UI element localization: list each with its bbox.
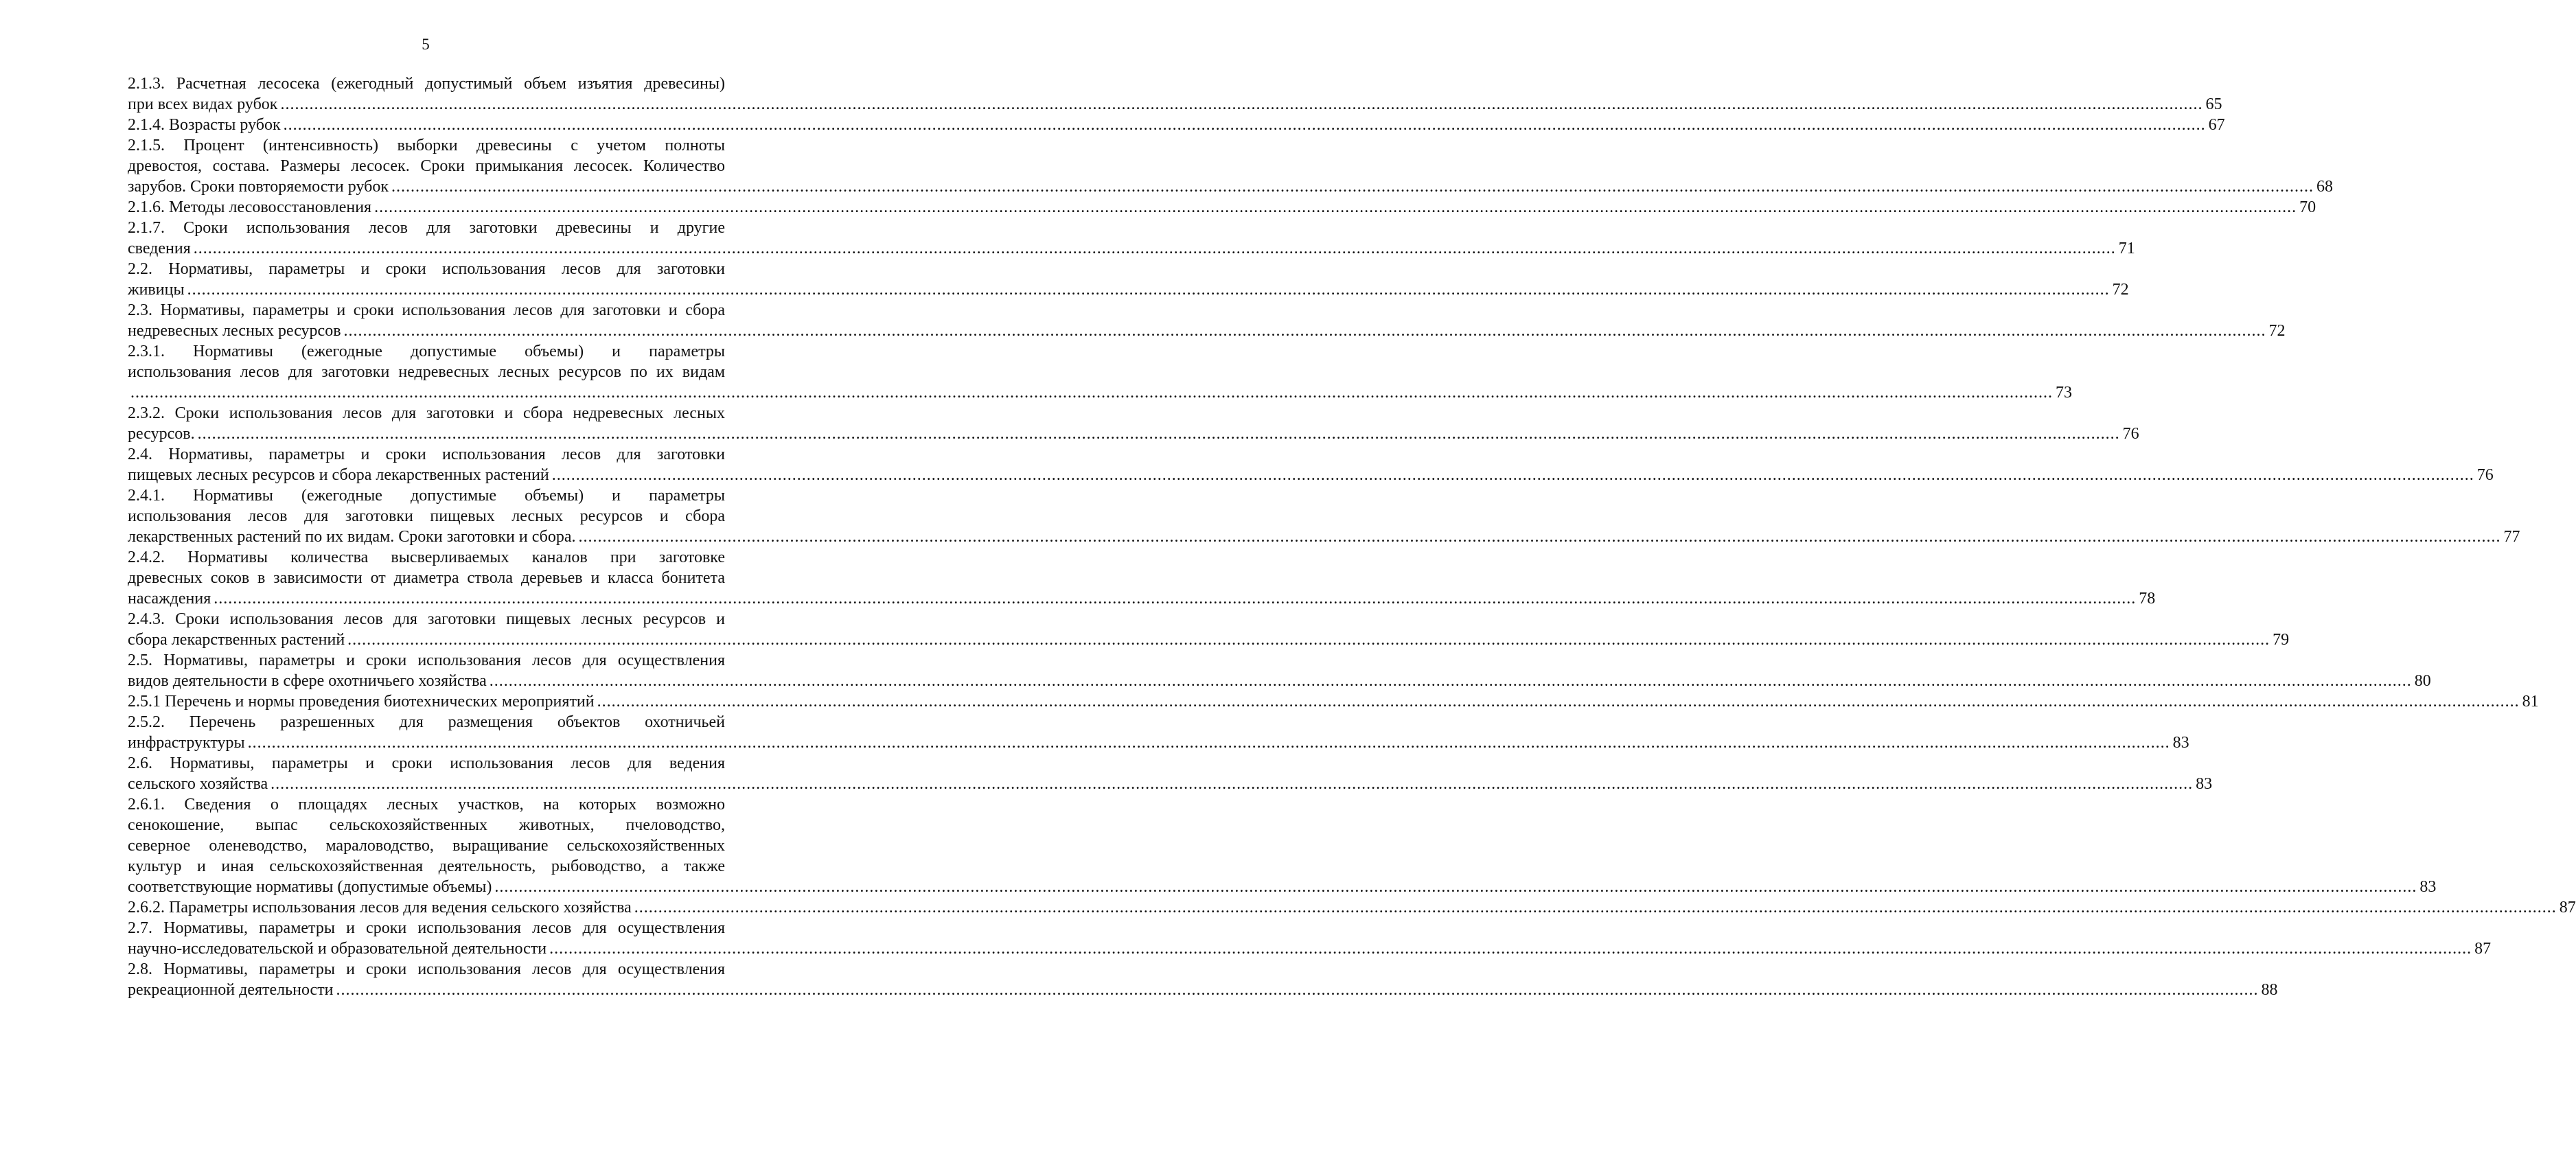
toc-entry-line bbox=[128, 897, 2576, 918]
toc-page-number[interactable]: 70 bbox=[2299, 198, 2316, 216]
toc-entry-line bbox=[128, 671, 2431, 691]
toc-entry[interactable] bbox=[128, 609, 2290, 650]
toc-entry-line bbox=[128, 630, 2290, 650]
dot-leader: ................................................................................................................................................................................................................................................................................................................................................................................................................ bbox=[489, 672, 2412, 690]
toc-entry-text: 2.5.2. Перечень разрешенных для размещения объектов охотничьей bbox=[128, 713, 725, 731]
toc-page-number[interactable]: 67 bbox=[2208, 116, 2225, 134]
toc-entry-text: 2.2. Нормативы, параметры и сроки использования лесов для заготовки bbox=[128, 260, 725, 278]
toc-page-number[interactable]: 87 bbox=[2559, 899, 2576, 916]
toc-entry-text: 2.6.1. Сведения о площадях лесных участков, на которых возможно bbox=[128, 796, 725, 814]
toc-entry[interactable] bbox=[128, 753, 2213, 794]
toc-entry-text: сбора лекарственных растений bbox=[128, 631, 345, 649]
toc-entry-text: инфраструктуры bbox=[128, 734, 245, 752]
toc-page-number[interactable]: 76 bbox=[2122, 425, 2139, 443]
toc-entry-text: 2.5.1 Перечень и нормы проведения биотехнических мероприятий bbox=[128, 693, 595, 711]
toc-page-number[interactable]: 68 bbox=[2316, 178, 2334, 196]
toc-entry-text: сенокошение, выпас сельскохозяйственных животных, пчеловодство, bbox=[128, 816, 725, 834]
toc-entry-line bbox=[128, 259, 725, 279]
toc-entry-text: соответствующие нормативы (допустимые объемы) bbox=[128, 878, 492, 896]
toc-entry-line bbox=[128, 568, 725, 588]
dot-leader: ................................................................................................................................................................................................................................................................................................................................................................................................................ bbox=[374, 198, 2297, 216]
toc-entry-text: древесных соков в зависимости от диаметра ствола деревьев и класса бонитета bbox=[128, 569, 725, 587]
toc-entry[interactable] bbox=[128, 712, 2189, 753]
toc-entry-line bbox=[128, 980, 2278, 1000]
toc-entry[interactable] bbox=[128, 403, 2139, 444]
toc-entry-line bbox=[128, 527, 2520, 547]
toc-entry-text: лекарственных растений по их видам. Сроки заготовки и сбора. bbox=[128, 528, 576, 546]
toc-entry-text: видов деятельности в сфере охотничьего хозяйства bbox=[128, 672, 487, 690]
toc-page-number[interactable]: 65 bbox=[2205, 95, 2222, 113]
toc-entry-text: 2.6.2. Параметры использования лесов для ведения сельского хозяйства bbox=[128, 899, 632, 916]
dot-leader: ................................................................................................................................................................................................................................................................................................................................................................................................................ bbox=[634, 899, 2557, 916]
toc-page-number[interactable]: 76 bbox=[2476, 466, 2494, 484]
toc-entry-line bbox=[128, 588, 2156, 609]
toc-entry-line bbox=[128, 300, 725, 321]
toc-entry-line bbox=[128, 815, 725, 835]
dot-leader: ................................................................................................................................................................................................................................................................................................................................................................................................................ bbox=[247, 734, 2170, 752]
dot-leader: ................................................................................................................................................................................................................................................................................................................................................................................................................ bbox=[197, 425, 2120, 443]
toc-entry-text: 2.1.4. Возрасты рубок bbox=[128, 116, 281, 134]
toc-page-number[interactable]: 83 bbox=[2196, 775, 2213, 793]
toc-entry-text: недревесных лесных ресурсов bbox=[128, 322, 341, 340]
toc-entry-line bbox=[128, 321, 2286, 341]
toc-page-number[interactable]: 71 bbox=[2118, 240, 2135, 257]
toc-entry-line bbox=[128, 856, 725, 877]
toc-entry[interactable] bbox=[128, 341, 2072, 403]
dot-leader: ................................................................................................................................................................................................................................................................................................................................................................................................................ bbox=[347, 631, 2270, 649]
toc-entry[interactable] bbox=[128, 918, 2492, 959]
toc-entry[interactable] bbox=[128, 650, 2431, 691]
toc-entry[interactable] bbox=[128, 300, 2286, 341]
toc-entry-text: 2.8. Нормативы, параметры и сроки использования лесов для осуществления bbox=[128, 960, 725, 978]
toc-entry-line bbox=[128, 135, 725, 156]
toc-entry-text: насаждения bbox=[128, 590, 211, 608]
toc-entry-text: сведения bbox=[128, 240, 191, 257]
dot-leader: ................................................................................................................................................................................................................................................................................................................................................................................................................ bbox=[214, 590, 2137, 608]
dot-leader: ................................................................................................................................................................................................................................................................................................................................................................................................................ bbox=[549, 940, 2472, 958]
toc-entry-line bbox=[128, 506, 725, 527]
toc-entry-line bbox=[128, 465, 2494, 485]
dot-leader: ................................................................................................................................................................................................................................................................................................................................................................................................................ bbox=[336, 981, 2259, 999]
toc-page-number[interactable]: 78 bbox=[2139, 590, 2156, 608]
toc-entry-line bbox=[128, 877, 2437, 897]
toc-entry-text: 2.4.1. Нормативы (ежегодные допустимые объемы) и параметры bbox=[128, 487, 725, 505]
toc-entry-line bbox=[128, 176, 2334, 197]
toc-entry-text: 2.4. Нормативы, параметры и сроки использования лесов для заготовки bbox=[128, 446, 725, 463]
toc-page-number[interactable]: 87 bbox=[2474, 940, 2492, 958]
toc-entry-line bbox=[128, 733, 2189, 753]
toc-entry[interactable] bbox=[128, 218, 2135, 259]
toc-entry-text: при всех видах рубок bbox=[128, 95, 278, 113]
toc-entry-line bbox=[128, 341, 725, 362]
dot-leader: ................................................................................................................................................................................................................................................................................................................................................................................................................ bbox=[283, 116, 2206, 134]
toc-entry-text: 2.4.2. Нормативы количества высверливаемых каналов при заготовке bbox=[128, 549, 725, 566]
toc-page-number[interactable]: 88 bbox=[2261, 981, 2278, 999]
toc-entry-text: 2.4.3. Сроки использования лесов для заготовки пищевых лесных ресурсов и bbox=[128, 610, 725, 628]
toc-page-number[interactable]: 81 bbox=[2522, 693, 2539, 711]
toc-entry-line bbox=[128, 835, 725, 856]
toc-page-number[interactable]: 73 bbox=[2056, 384, 2072, 402]
toc-entry[interactable] bbox=[128, 259, 2129, 300]
toc-entry-line bbox=[128, 424, 2139, 444]
toc-page-number[interactable]: 77 bbox=[2503, 528, 2520, 546]
dot-leader: ................................................................................................................................................................................................................................................................................................................................................................................................................ bbox=[280, 95, 2203, 113]
toc-entry-text: зарубов. Сроки повторяемости рубок bbox=[128, 178, 389, 196]
toc-entry-line bbox=[128, 547, 725, 568]
toc-entry-line bbox=[128, 794, 725, 815]
toc-entry-text: ресурсов. bbox=[128, 425, 195, 443]
toc-entry[interactable] bbox=[128, 485, 2520, 547]
toc-entry-line bbox=[128, 238, 2135, 259]
toc-entry-text: древостоя, состава. Размеры лесосек. Сроки примыкания лесосек. Количество bbox=[128, 157, 725, 175]
table-of-contents bbox=[128, 73, 2576, 1000]
toc-entry-line bbox=[128, 94, 2222, 115]
toc-entry-line bbox=[128, 362, 725, 382]
dot-leader: ................................................................................................................................................................................................................................................................................................................................................................................................................ bbox=[597, 693, 2520, 711]
toc-entry-text: использования лесов для заготовки недревесных лесных ресурсов по их видам bbox=[128, 363, 725, 381]
toc-entry-text: культур и иная сельскохозяйственная деятельность, рыбоводство, а также bbox=[128, 857, 725, 875]
toc-entry-text: научно-исследовательской и образовательной деятельности bbox=[128, 940, 547, 958]
dot-leader: ................................................................................................................................................................................................................................................................................................................................................................................................................ bbox=[187, 281, 2110, 299]
toc-entry-line bbox=[128, 938, 2492, 959]
toc-entry-line bbox=[128, 197, 2316, 218]
toc-entry-line bbox=[128, 485, 725, 506]
toc-entry-line bbox=[128, 774, 2213, 794]
toc-page-number[interactable]: 72 bbox=[2112, 281, 2129, 299]
toc-page-number[interactable]: 79 bbox=[2273, 631, 2290, 649]
dot-leader: ................................................................................................................................................................................................................................................................................................................................................................................................................ bbox=[578, 528, 2501, 546]
toc-entry-text: 2.3. Нормативы, параметры и сроки использования лесов для заготовки и сбора bbox=[128, 301, 725, 319]
dot-leader: ................................................................................................................................................................................................................................................................................................................................................................................................................ bbox=[271, 775, 2194, 793]
toc-entry-line bbox=[128, 115, 2225, 135]
toc-entry-text: сельского хозяйства bbox=[128, 775, 268, 793]
toc-entry-line bbox=[128, 279, 2129, 300]
toc-entry[interactable] bbox=[128, 197, 2316, 218]
toc-page-number[interactable]: 83 bbox=[2172, 734, 2189, 752]
toc-entry-line bbox=[128, 712, 725, 733]
toc-entry-text: 2.1.5. Процент (интенсивность) выборки древесины с учетом полноты bbox=[128, 137, 725, 154]
dot-leader: ................................................................................................................................................................................................................................................................................................................................................................................................................ bbox=[551, 466, 2474, 484]
toc-entry[interactable] bbox=[128, 897, 2576, 918]
toc-entry-line bbox=[128, 218, 725, 238]
toc-entry-text: 2.5. Нормативы, параметры и сроки использования лесов для осуществления bbox=[128, 651, 725, 669]
toc-entry-text: 2.6. Нормативы, параметры и сроки использования лесов для ведения bbox=[128, 754, 725, 772]
toc-entry-line bbox=[128, 73, 725, 94]
toc-entry[interactable] bbox=[128, 444, 2494, 485]
toc-entry-text: северное оленеводство, мараловодство, выращивание сельскохозяйственных bbox=[128, 837, 725, 855]
toc-entry-text: 2.1.3. Расчетная лесосека (ежегодный допустимый объем изъятия древесины) bbox=[128, 75, 725, 93]
toc-entry-line bbox=[128, 691, 2539, 712]
toc-entry-line bbox=[128, 156, 725, 176]
toc-entry-line bbox=[128, 959, 725, 980]
toc-entry[interactable] bbox=[128, 547, 2156, 609]
toc-entry-text: 2.1.6. Методы лесовосстановления bbox=[128, 198, 372, 216]
toc-entry-text: живицы bbox=[128, 281, 185, 299]
toc-entry[interactable] bbox=[128, 135, 2334, 197]
page-number: 5 bbox=[422, 36, 430, 53]
toc-entry[interactable] bbox=[128, 959, 2278, 1000]
toc-entry-line bbox=[128, 444, 725, 465]
toc-page-number[interactable]: 72 bbox=[2268, 322, 2286, 340]
toc-entry-text: 2.3.2. Сроки использования лесов для заготовки и сбора недревесных лесных bbox=[128, 404, 725, 422]
toc-entry-text: пищевых лесных ресурсов и сбора лекарственных растений bbox=[128, 466, 549, 484]
toc-entry[interactable] bbox=[128, 794, 2437, 897]
toc-page-number[interactable]: 80 bbox=[2414, 672, 2431, 690]
toc-entry-text: 2.3.1. Нормативы (ежегодные допустимые объемы) и параметры bbox=[128, 343, 725, 360]
toc-page-number[interactable]: 83 bbox=[2419, 878, 2437, 896]
dot-leader: ................................................................................................................................................................................................................................................................................................................................................................................................................ bbox=[193, 240, 2116, 257]
toc-entry-text: 2.7. Нормативы, параметры и сроки использования лесов для осуществления bbox=[128, 919, 725, 937]
dot-leader: ................................................................................................................................................................................................................................................................................................................................................................................................................ bbox=[391, 178, 2314, 196]
toc-entry-line bbox=[128, 382, 2072, 403]
toc-entry-text: использования лесов для заготовки пищевых лесных ресурсов и сбора bbox=[128, 507, 725, 525]
toc-entry[interactable] bbox=[128, 115, 2225, 135]
toc-entry-line bbox=[128, 609, 725, 630]
toc-entry-line bbox=[128, 753, 725, 774]
dot-leader: ................................................................................................................................................................................................................................................................................................................................................................................................................ bbox=[494, 878, 2417, 896]
toc-entry[interactable] bbox=[128, 691, 2539, 712]
toc-entry[interactable] bbox=[128, 73, 2222, 115]
toc-entry-text: 2.1.7. Сроки использования лесов для заготовки древесины и другие bbox=[128, 219, 725, 237]
dot-leader: ................................................................................................................................................................................................................................................................................................................................................................................................................ bbox=[343, 322, 2266, 340]
toc-entry-line bbox=[128, 403, 725, 424]
toc-entry-text: рекреационной деятельности bbox=[128, 981, 334, 999]
toc-entry-line bbox=[128, 918, 725, 938]
toc-entry-line bbox=[128, 650, 725, 671]
dot-leader: ................................................................................................................................................................................................................................................................................................................................................................................................................ bbox=[130, 384, 2053, 402]
